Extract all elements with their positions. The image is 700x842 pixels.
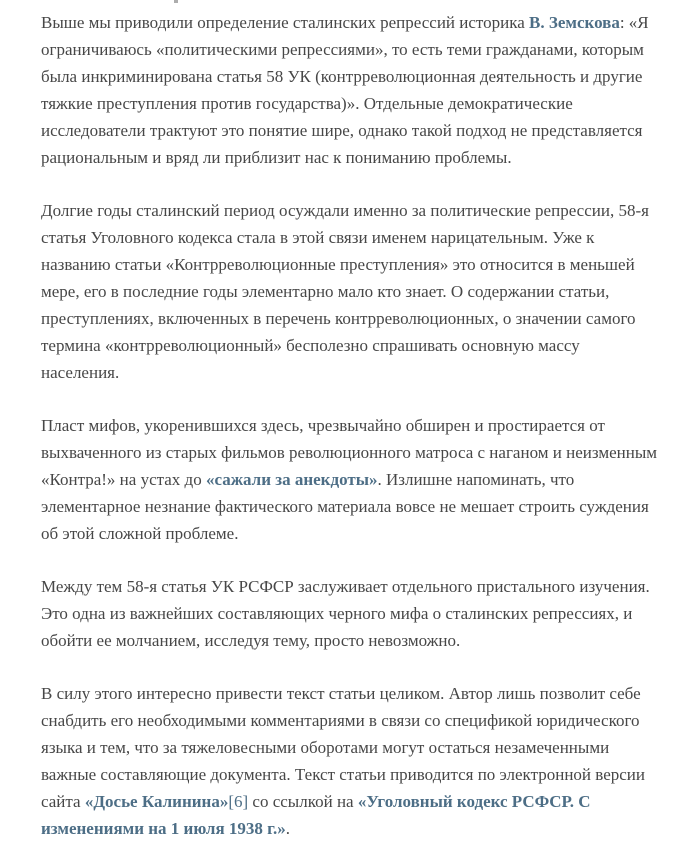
paragraph [41,680,661,842]
cropped-text-artifact [174,0,178,3]
article-body [41,9,661,842]
text-run: со ссылкой на [248,792,358,811]
paragraph [41,9,661,171]
paragraph [41,197,661,386]
text-run: Между тем 58-я статья УК РСФСР заслуживает отдельного пристального изучения. Это одна из важнейших составляющих черного мифа о сталинских репрессиях, и обойти ее молчанием, исследуя тему, просто невозможно. [41,577,650,650]
text-run: Долгие годы сталинский период осуждали именно за политические репрессии, 58-я статья Уголовного кодекса стала в этой связи именем нарицательным. Уже к названию статьи «Контрреволюционные преступления» это относится в меньшей мере, его в последние годы элементарно мало кто знает. О содержании статьи, преступлениях, включенных в перечень контрреволюционных, о значении самого термина «контрреволюционный» бесполезно спрашивать основную массу населения. [41,201,649,382]
inline-link[interactable]: «Уголовный кодекс РСФСР. С изменениями на 1 июля 1938 г.» [41,792,591,838]
text-run: Пласт мифов, укоренившихся здесь, чрезвычайно обширен и простирается от выхваченного из старых фильмов революционного матроса с наганом и неизменным «Контра!» на устах до [41,416,657,489]
inline-link[interactable]: «сажали за анекдоты» [205,470,378,489]
text-run: Выше мы приводили определение сталинских репрессий историка [41,13,530,32]
inline-link[interactable]: «Досье Калинина» [84,792,229,811]
text-run: В силу этого интересно привести текст статьи целиком. Автор лишь позволит себе снабдить его необходимыми комментариями в связи со спецификой юридического языка и тем, что за тяжеловесными оборотами могут остаться незамеченными важные составляющие документа. Текст статьи приводится по электронной версии сайта [41,684,645,811]
inline-link[interactable]: В. Земскова [529,13,620,32]
text-run: : «Я ограничиваюсь «политическими репрессиями», то есть теми гражданами, которым была инкриминирована статья 58 УК (контрреволюционная деятельность и другие тяжкие преступления против государства)». Отдельные демократические исследователи трактуют это понятие шире, однако такой подход не представляется рациональным и вряд ли приблизит нас к пониманию проблемы. [41,13,649,167]
text-run: . [285,819,290,838]
text-run: . Излишне напоминать, что элементарное незнание фактического материала вовсе не мешает строить суждения об этой сложной проблеме. [41,470,649,543]
paragraph [41,573,661,654]
footnote-link[interactable]: [6] [228,792,249,811]
paragraph [41,412,661,547]
